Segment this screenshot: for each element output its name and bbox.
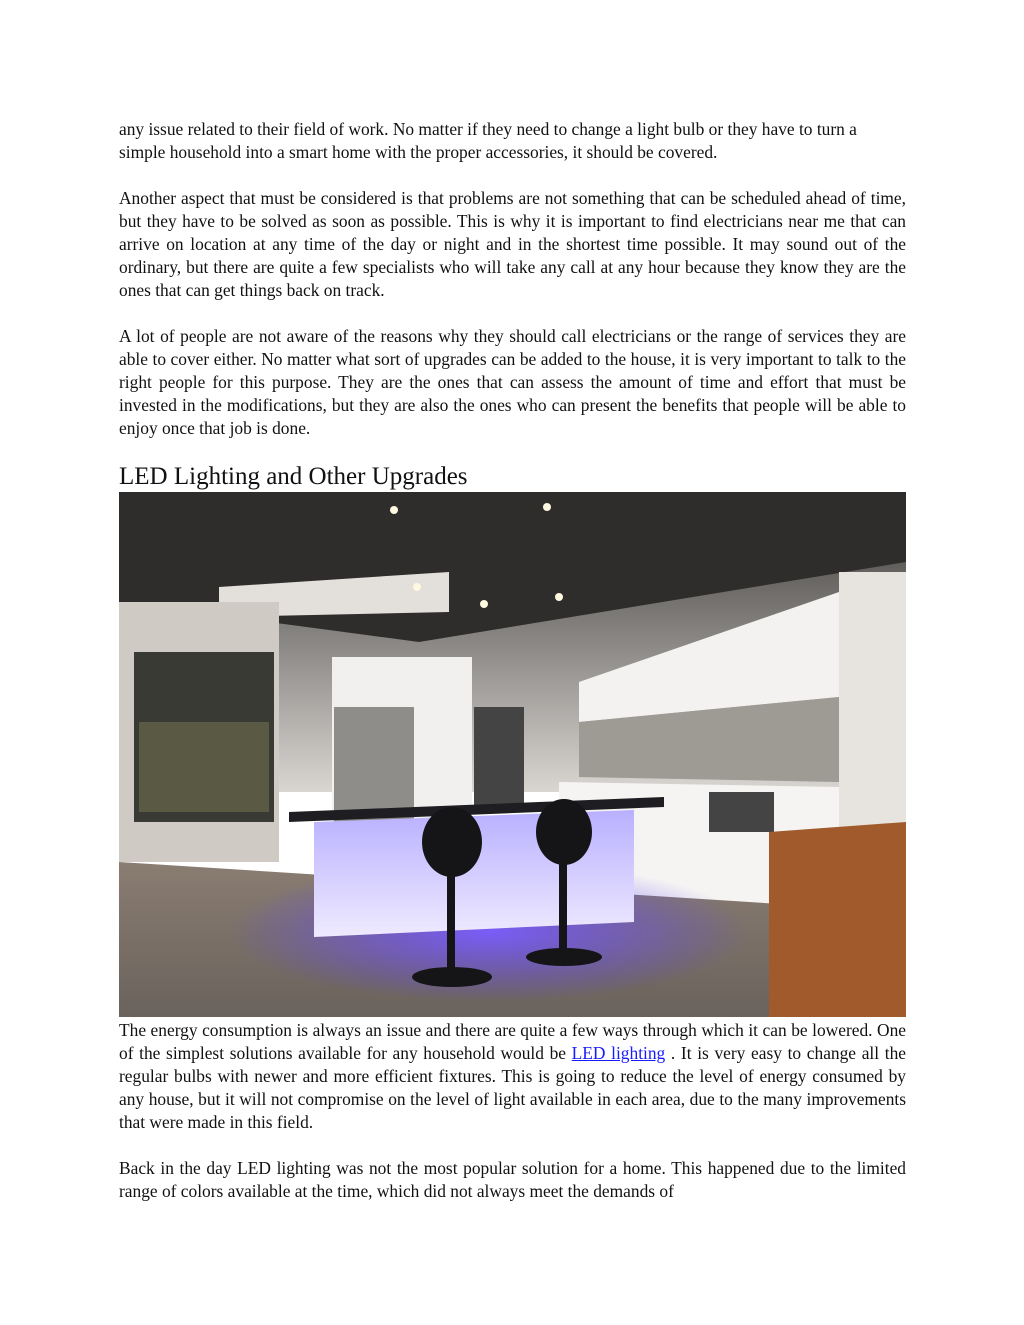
paragraph-energy (119, 1019, 906, 1134)
led-lighting-link[interactable]: LED lighting (571, 1043, 666, 1063)
paragraph-scheduling: Another aspect that must be considered is that problems are not something that can be scheduled ahead of time, but they have to be solved as soon as possible. This is why it is important to find electricians near me that can arrive on location at any time of the day or night and in the shortest time possible. It may sound out of the ordinary, but there are quite a few specialists who will take any call at any hour because they know they are the ones that can get things back on track. (119, 188, 906, 300)
paragraph-history: Back in the day LED lighting was not the most popular solution for a home. This happened due to the limited range of colors available at the time, which did not always meet the demands of (119, 1158, 906, 1201)
paragraph-intro: any issue related to their field of work. No matter if they need to change a light bulb or they have to turn a simple household into a smart home with the proper accessories, it should be covered. (119, 119, 857, 162)
energy-text-after-link: . It is very easy to change all the regular bulbs with newer and more efficient fixtures. This is going to reduce the level of energy consumed by any house, but it will not compromise on the level of light available in each area, due to the many improvements that were made in this field. (119, 1043, 906, 1132)
paragraph-awareness: A lot of people are not aware of the reasons why they should call electricians or the range of services they are able to cover either. No matter what sort of upgrades can be added to the house, it is very important to talk to the right people for this purpose. They are the ones that can assess the amount of time and effort that must be invested in the modifications, but they are also the ones who can present the benefits that people will be able to enjoy once that job is done. (119, 326, 906, 438)
kitchen-led-photo (119, 492, 906, 1017)
section-heading: LED Lighting and Other Upgrades (119, 463, 468, 490)
energy-text-before-link: The energy consumption is always an issue and there are quite a few ways through which it can be lowered. One of the simplest solutions available for any household would be (119, 1020, 906, 1063)
document-page (119, 118, 906, 1203)
